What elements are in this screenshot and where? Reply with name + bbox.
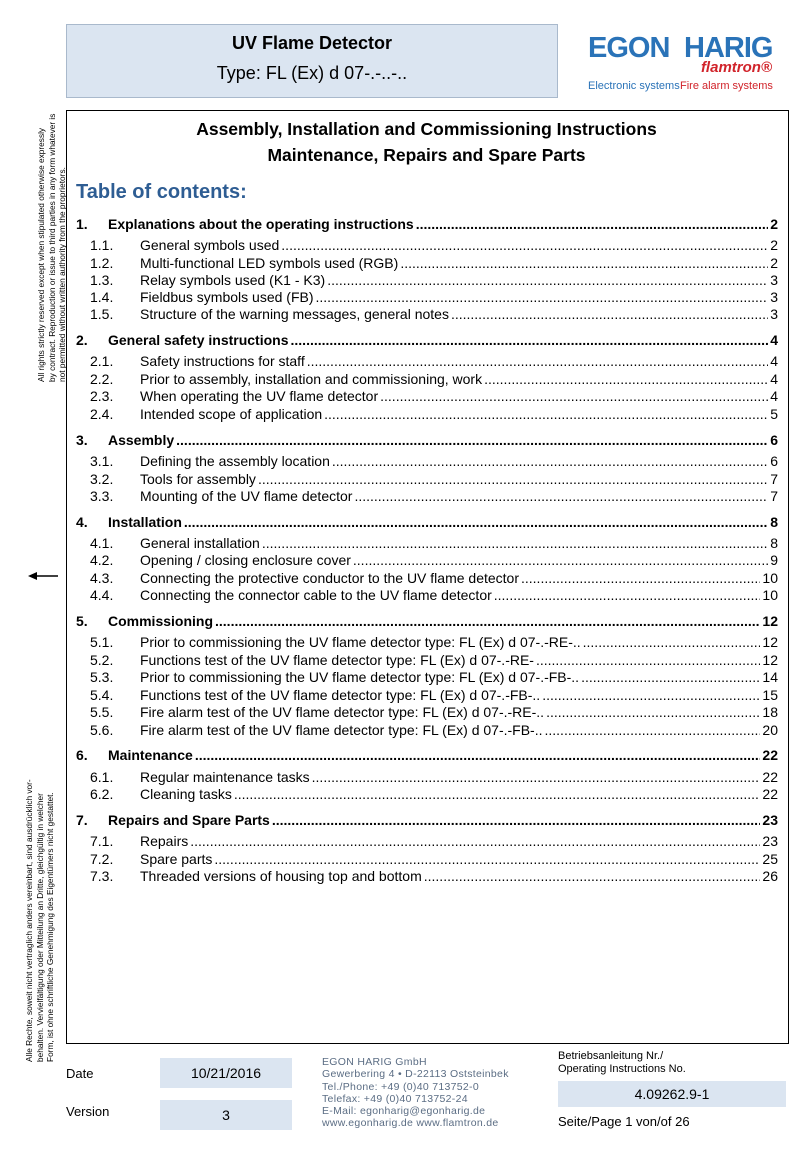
version-value: 3 <box>160 1100 292 1130</box>
company-email: E-Mail: egonharig@egonharig.de <box>322 1105 486 1118</box>
toc-page-number: 10 <box>762 587 778 603</box>
company-name: EGON HARIG GmbH <box>322 1056 427 1068</box>
toc-title: Defining the assembly location <box>140 453 330 469</box>
toc-subsection[interactable] <box>76 471 778 489</box>
toc-page-number: 7 <box>770 471 778 487</box>
toc-number: 5.3. <box>90 669 114 685</box>
toc-title: Assembly <box>108 432 175 448</box>
toc-subsection[interactable] <box>76 570 778 588</box>
toc-number: 1.5. <box>90 306 114 322</box>
toc-leader-dots <box>316 289 769 305</box>
toc-page-number: 15 <box>762 687 778 703</box>
toc-number: 2.1. <box>90 353 114 369</box>
toc-number: 1.4. <box>90 289 114 305</box>
toc-number: 3.1. <box>90 453 114 469</box>
toc-title: Repairs <box>140 833 189 849</box>
toc-leader-dots <box>234 786 761 802</box>
rights-notice-line: behalten. Vervielfältigung oder Mitteilung an Dritte, gleichgültig in welcher <box>34 793 45 1062</box>
toc-page-number: 4 <box>770 388 778 404</box>
toc-leader-dots <box>281 237 768 253</box>
toc-leader-dots <box>581 669 760 685</box>
toc-section[interactable] <box>76 332 778 350</box>
toc-leader-dots <box>424 868 761 884</box>
toc-number: 4.4. <box>90 587 114 603</box>
toc-leader-dots <box>353 552 768 568</box>
doc-number-value: 4.09262.9-1 <box>558 1081 786 1107</box>
toc-number: 1.1. <box>90 237 114 253</box>
toc-leader-dots <box>484 371 768 387</box>
toc-leader-dots <box>327 272 768 288</box>
toc-section[interactable] <box>76 216 778 234</box>
toc-title: General safety instructions <box>108 332 289 348</box>
toc-number: 7.1. <box>90 833 114 849</box>
toc-subsection[interactable] <box>76 371 778 389</box>
toc-title: Tools for assembly <box>140 471 256 487</box>
toc-title: Explanations about the operating instructions <box>108 216 414 232</box>
toc-page-number: 7 <box>770 488 778 504</box>
toc-leader-dots <box>272 812 761 828</box>
rights-notice-line: Form, ist ohne schriftliche Genehmigung des Eigentümers nicht gestattet. <box>45 792 55 1062</box>
rights-notice-line: by contract. Reproduction or issue to third parties in any form whatever is <box>46 113 57 382</box>
toc-title: Regular maintenance tasks <box>140 769 310 785</box>
toc-page-number: 10 <box>762 570 778 586</box>
date-value: 10/21/2016 <box>160 1058 292 1088</box>
toc-subsection[interactable] <box>76 237 778 255</box>
toc-number: 6. <box>76 747 88 763</box>
toc-page-number: 3 <box>770 272 778 288</box>
toc-number: 2. <box>76 332 88 348</box>
toc-subsection[interactable] <box>76 535 778 553</box>
document-product-title: UV Flame Detector <box>231 33 393 53</box>
toc-subsection[interactable] <box>76 306 778 324</box>
toc-number: 4.2. <box>90 552 114 568</box>
logo-egon-text: EGON <box>588 32 670 64</box>
toc-number: 2.3. <box>90 388 114 404</box>
toc-page-number: 8 <box>770 514 778 530</box>
logo-harig-text: HARIG <box>684 32 773 64</box>
logo-flamtron-text: flamtron® <box>700 59 772 76</box>
toc-leader-dots <box>184 514 768 530</box>
rights-notice-line: not permitted without written authority from the proprietors. <box>57 167 67 382</box>
toc-leader-dots <box>354 488 768 504</box>
toc-number: 1.2. <box>90 255 114 271</box>
toc-leader-dots <box>416 216 769 232</box>
toc-number: 7. <box>76 812 88 828</box>
toc-title: Fire alarm test of the UV flame detector type: FL (Ex) d 07-.-FB-.. <box>140 722 543 738</box>
toc-leader-dots <box>307 353 768 369</box>
toc-title: Prior to assembly, installation and commissioning, work <box>140 371 483 387</box>
toc-title: Repairs and Spare Parts <box>108 812 270 828</box>
toc-page-number: 2 <box>770 237 778 253</box>
toc-page-number: 8 <box>770 535 778 551</box>
toc-subsection[interactable] <box>76 786 778 804</box>
toc-leader-dots <box>312 769 761 785</box>
toc-title: Relay symbols used (K1 - K3) <box>140 272 326 288</box>
toc-number: 7.2. <box>90 851 114 867</box>
toc-subsection[interactable] <box>76 652 778 670</box>
toc-title: Multi-functional LED symbols used (RGB) <box>140 255 399 271</box>
toc-title: Safety instructions for staff <box>140 353 305 369</box>
toc-leader-dots <box>324 406 768 422</box>
toc-page-number: 23 <box>762 833 778 849</box>
toc-subsection[interactable] <box>76 552 778 570</box>
toc-page-number: 4 <box>770 353 778 369</box>
toc-leader-dots <box>291 332 769 348</box>
toc-leader-dots <box>521 570 760 586</box>
document-product-type: Type: FL (Ex) d 07-.-..-.. <box>216 63 408 83</box>
toc-title: Functions test of the UV flame detector type: FL (Ex) d 07-.-FB-.. <box>140 687 541 703</box>
toc-subsection[interactable] <box>76 634 778 652</box>
toc-page-number: 12 <box>762 652 778 668</box>
toc-leader-dots <box>215 613 760 629</box>
toc-subsection[interactable] <box>76 669 778 687</box>
toc-title: Prior to commissioning the UV flame detector type: FL (Ex) d 07-.-FB-.. <box>140 669 580 685</box>
toc-leader-dots <box>258 471 768 487</box>
toc-number: 4. <box>76 514 88 530</box>
toc-number: 5.5. <box>90 704 114 720</box>
toc-subsection[interactable] <box>76 406 778 424</box>
toc-subsection[interactable] <box>76 704 778 722</box>
toc-title: Fieldbus symbols used (FB) <box>140 289 314 305</box>
toc-subsection[interactable] <box>76 388 778 406</box>
toc-title: Structure of the warning messages, general notes <box>140 306 449 322</box>
toc-number: 5.6. <box>90 722 114 738</box>
toc-title: General installation <box>140 535 260 551</box>
toc-title: Connecting the connector cable to the UV flame detector <box>140 587 492 603</box>
toc-leader-dots <box>195 747 761 763</box>
arrow-left-icon <box>28 570 58 582</box>
toc-subsection[interactable] <box>76 769 778 787</box>
toc-page-number: 23 <box>762 812 778 828</box>
toc-section[interactable] <box>76 747 778 765</box>
toc-title: Commissioning <box>108 613 214 629</box>
toc-page-number: 12 <box>762 613 778 629</box>
toc-subsection[interactable] <box>76 833 778 851</box>
rights-notice-english <box>36 114 68 382</box>
company-logo <box>586 30 776 96</box>
document-title-line1: Assembly, Installation and Commissioning Instructions <box>196 119 657 139</box>
company-phone: Tel./Phone: +49 (0)40 713752-0 <box>322 1080 479 1093</box>
toc-number: 5. <box>76 613 88 629</box>
company-fax: Telefax: +49 (0)40 713752-24 <box>322 1092 468 1105</box>
toc-section[interactable] <box>76 613 778 631</box>
toc-leader-dots <box>176 432 768 448</box>
toc-page-number: 26 <box>762 868 778 884</box>
toc-page-number: 6 <box>770 453 778 469</box>
header-box <box>66 24 558 98</box>
date-label: Date <box>66 1066 94 1081</box>
toc-page-number: 4 <box>770 332 778 348</box>
toc-page-number: 4 <box>770 371 778 387</box>
toc-leader-dots <box>214 851 760 867</box>
toc-number: 1.3. <box>90 272 114 288</box>
toc-title: Installation <box>108 514 182 530</box>
toc-leader-dots <box>536 652 760 668</box>
toc-number: 4.1. <box>90 535 114 551</box>
toc-title: Mounting of the UV flame detector <box>140 488 353 504</box>
rights-notice-line: All rights strictly reserved except when stipulated otherwise expressly <box>36 127 46 382</box>
toc-subsection[interactable] <box>76 722 778 740</box>
toc-title: Spare parts <box>140 851 213 867</box>
page-info: Seite/Page 1 von/of 26 <box>558 1114 690 1129</box>
toc-subsection[interactable] <box>76 255 778 273</box>
toc-subsection[interactable] <box>76 353 778 371</box>
toc-title: Functions test of the UV flame detector type: FL (Ex) d 07-.-RE- <box>140 652 534 668</box>
toc-subsection[interactable] <box>76 453 778 471</box>
company-websites: www.egonharig.de www.flamtron.de <box>322 1117 499 1130</box>
rights-notice-line: Alle Rechte, soweit nicht vertraglich anders vereinbart, sind ausdrücklich vor- <box>24 779 34 1062</box>
toc-page-number: 14 <box>762 669 778 685</box>
document-title-line2: Maintenance, Repairs and Spare Parts <box>267 145 586 165</box>
toc-page-number: 12 <box>762 634 778 650</box>
toc-title: Cleaning tasks <box>140 786 232 802</box>
toc-title: General symbols used <box>140 237 280 253</box>
toc-number: 6.2. <box>90 786 114 802</box>
company-address <box>322 1056 509 1130</box>
toc-title: Fire alarm test of the UV flame detector type: FL (Ex) d 07-.-RE-.. <box>140 704 545 720</box>
toc-page-number: 3 <box>770 289 778 305</box>
toc-leader-dots <box>546 704 760 720</box>
toc-title: Threaded versions of housing top and bottom <box>140 868 422 884</box>
doc-number-label-english: Operating Instructions No. <box>558 1063 686 1075</box>
toc-title: When operating the UV flame detector <box>140 388 379 404</box>
toc-leader-dots <box>190 833 760 849</box>
toc-subsection[interactable] <box>76 488 778 506</box>
toc-leader-dots <box>380 388 768 404</box>
toc-leader-dots <box>494 587 761 603</box>
version-label: Version <box>66 1104 110 1119</box>
rights-notice-german <box>24 779 56 1062</box>
toc-page-number: 22 <box>762 786 778 802</box>
toc-number: 2.4. <box>90 406 114 422</box>
toc-title: Prior to commissioning the UV flame detector type: FL (Ex) d 07-.-RE-.. <box>140 634 581 650</box>
toc-subsection[interactable] <box>76 289 778 307</box>
toc-title: Maintenance <box>108 747 193 763</box>
toc-number: 1. <box>76 216 88 232</box>
toc-subsection[interactable] <box>76 687 778 705</box>
toc-leader-dots <box>451 306 768 322</box>
toc-section[interactable] <box>76 514 778 532</box>
toc-page-number: 18 <box>762 704 778 720</box>
toc-leader-dots <box>545 722 761 738</box>
toc-page-number: 20 <box>762 722 778 738</box>
toc-number: 5.2. <box>90 652 114 668</box>
toc-subsection[interactable] <box>76 587 778 605</box>
toc-page-number: 2 <box>770 255 778 271</box>
toc-number: 3.3. <box>90 488 114 504</box>
toc-number: 4.3. <box>90 570 114 586</box>
toc-page-number: 22 <box>762 769 778 785</box>
company-street: Gewerbering 4 • D-22113 Oststeinbek <box>322 1068 509 1081</box>
toc-page-number: 9 <box>770 552 778 568</box>
toc-number: 3.2. <box>90 471 114 487</box>
toc-number: 2.2. <box>90 371 114 387</box>
logo-electronic-systems: Electronic systems <box>588 80 680 92</box>
toc-page-number: 5 <box>770 406 778 422</box>
toc-page-number: 22 <box>762 747 778 763</box>
toc-page-number: 3 <box>770 306 778 322</box>
toc-title: Connecting the protective conductor to the UV flame detector <box>140 570 519 586</box>
doc-number-label-german: Betriebsanleitung Nr./ <box>558 1050 664 1062</box>
toc-leader-dots <box>583 634 761 650</box>
toc-heading: Table of contents: <box>76 181 247 203</box>
toc-title: Opening / closing enclosure cover <box>140 552 351 568</box>
toc-leader-dots <box>400 255 768 271</box>
toc-number: 5.4. <box>90 687 114 703</box>
toc-subsection[interactable] <box>76 272 778 290</box>
toc-leader-dots <box>262 535 768 551</box>
toc-subsection[interactable] <box>76 868 778 886</box>
toc-title: Intended scope of application <box>140 406 323 422</box>
logo-fire-alarm-systems: Fire alarm systems <box>680 80 773 92</box>
toc-section[interactable] <box>76 432 778 450</box>
toc-subsection[interactable] <box>76 851 778 869</box>
toc-number: 6.1. <box>90 769 114 785</box>
toc-number: 3. <box>76 432 88 448</box>
toc-page-number: 6 <box>770 432 778 448</box>
toc-leader-dots <box>542 687 760 703</box>
toc-number: 5.1. <box>90 634 114 650</box>
toc-page-number: 25 <box>762 851 778 867</box>
toc-page-number: 2 <box>770 216 778 232</box>
toc-number: 7.3. <box>90 868 114 884</box>
toc-section[interactable] <box>76 812 778 830</box>
toc-leader-dots <box>332 453 768 469</box>
